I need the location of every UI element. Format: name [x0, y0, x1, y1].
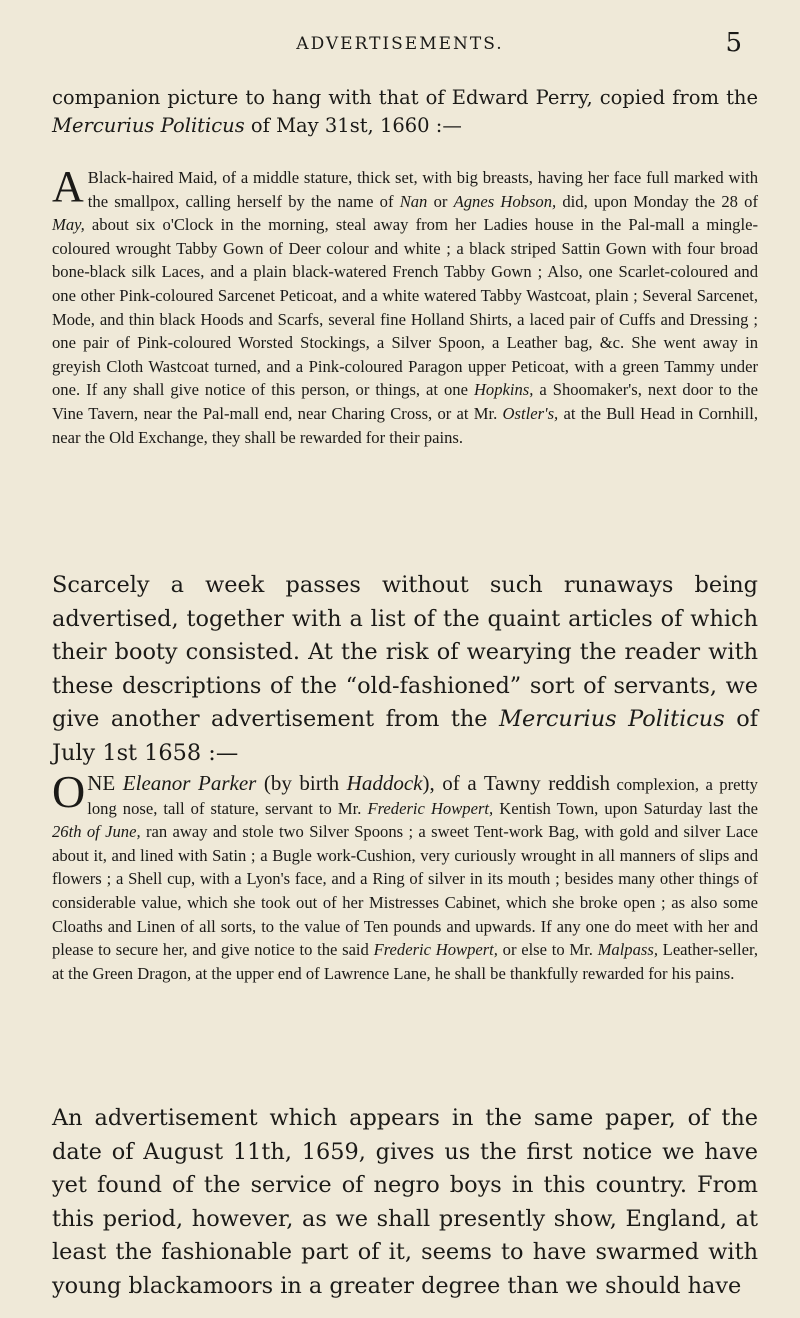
ad-name: Agnes Hobson, — [453, 191, 557, 211]
ad-text: ran away and stole two Silver Spoons ; a sweet Tent-work Bag, with gold and silver Lace about it, and lined with Satin ; a Bugle work-Cushion, very curiously wrought in all manners of slips and flowers ; a Shell cup, with a Lyon's face, and a Ring of silver in its mouth ; besides many other things of considerable value, which she took out of her Mistresses Cabinet, which she broke open ; as also some Cloaths and Linen of all sorts, to the value of Ten pounds and upwards. If any one do meet with her and please to secure her, and give notice to the said — [52, 822, 758, 960]
commentary-paragraph-1 — [52, 569, 758, 770]
intro-date: of May 31st, 1660 :— — [244, 114, 462, 137]
intro-text: companion picture to hang with that of Edward Perry, copied from the — [52, 86, 758, 109]
ad-text: Kentish Town, upon Saturday last the — [493, 798, 758, 818]
running-header — [0, 28, 800, 62]
commentary-text: Scarcely a week passes without such runaways being advertised, together with a list of the quaint articles of which their booty consisted. At the risk of wearying the reader with these descriptions of the “old-fashioned” sort of servants, we give another advertisement from the — [52, 572, 758, 732]
commentary-paragraph-2: An advertisement which appears in the same paper, of the date of August 11th, 1659, gives us the first notice we have yet found of the service of negro boys in this country. From this period, however, as we shall presently show, England, at least the fashionable part of it, seems to have swarmed with young blackamoors in a greater degree than we should have — [52, 1105, 758, 1299]
page-number: 5 — [725, 28, 742, 58]
ad-lead — [87, 771, 610, 795]
advertisement-parker — [52, 766, 758, 985]
commentary-text: of July 1st 1658 :— — [52, 706, 758, 766]
ad-name: Ostler's, — [502, 403, 559, 423]
advertisement-hobson — [52, 162, 758, 449]
ad-name: Haddock — [346, 771, 423, 795]
drop-cap: O — [52, 766, 86, 817]
ad-text: about six o'Clock in the morning, steal away from her Ladies house in the Pal-mall a mingle-coloured wrought Tabby Gown of Deer colour and white ; a black striped Sattin Gown with four broad bone-black silk Laces, and a plain black-watered French Tabby Gown ; Also, one Scarlet-coloured and one other Pink-coloured Sarcenet Peticoat, and a white watered Tabby Wastcoat, plain ; Several Sarcenet, Mode, and thin black Hoods and Scarfs, several fine Holland Shirts, a laced pair of Cuffs and Dressing ; one pair of Pink-coloured Worsted Stockings, a Silver Spoon, a Leather bag, &c. She went away in greyish Cloth Wastcoat turned, and a Pink-coloured Paragon upper Peticoat, with a green Tammy under one. If any shall give notice of this person, or things, at one — [52, 215, 758, 400]
ad-name: Eleanor Parker — [122, 771, 257, 795]
header-title: ADVERTISEMENTS. — [296, 34, 504, 54]
ad-name: Hopkins, — [473, 380, 534, 400]
drop-cap: A — [52, 162, 84, 211]
ad-text: Black-haired Maid, of a middle stature, thick set, with big breasts, having her face full marked with the smallpox, calling herself by the name of — [87, 168, 758, 211]
ad-date: May, — [52, 215, 85, 235]
ad-name: Frederic Howpert, — [373, 940, 498, 960]
ad-date: 26th of June, — [52, 822, 141, 842]
ad-text: complexion, a pretty long nose, tall of stature, servant to Mr. — [87, 775, 758, 818]
ad-text: or else to Mr. — [497, 940, 598, 960]
ad-name: Nan — [399, 191, 428, 211]
ad-text: or — [427, 191, 454, 211]
intro-paragraph — [52, 84, 758, 140]
ad-name: Frederic Howpert, — [367, 798, 494, 818]
intro-source-title: Mercurius Politicus — [52, 114, 245, 137]
ad-text: at the Bull Head in Cornhill, near the Old Exchange, they shall be rewarded for their pains. — [52, 403, 758, 447]
ad-name: Malpass, — [597, 940, 658, 960]
ad-text: (by birth — [256, 771, 347, 795]
ad-text: ), of a Tawny reddish — [422, 771, 611, 795]
ad-text: a Shoomaker's, next door to the Vine Tavern, near the Pal-mall end, near Charing Cross, or at Mr. — [52, 380, 758, 423]
ad-text: did, upon Monday the 28 of — [556, 191, 758, 211]
ad-text: NE — [87, 771, 123, 795]
ad-text: Leather-seller, at the Green Dragon, at the upper end of Lawrence Lane, he shall be thankfully rewarded for his pains. — [52, 940, 758, 983]
commentary-source-title: Mercurius Politicus — [499, 706, 725, 732]
